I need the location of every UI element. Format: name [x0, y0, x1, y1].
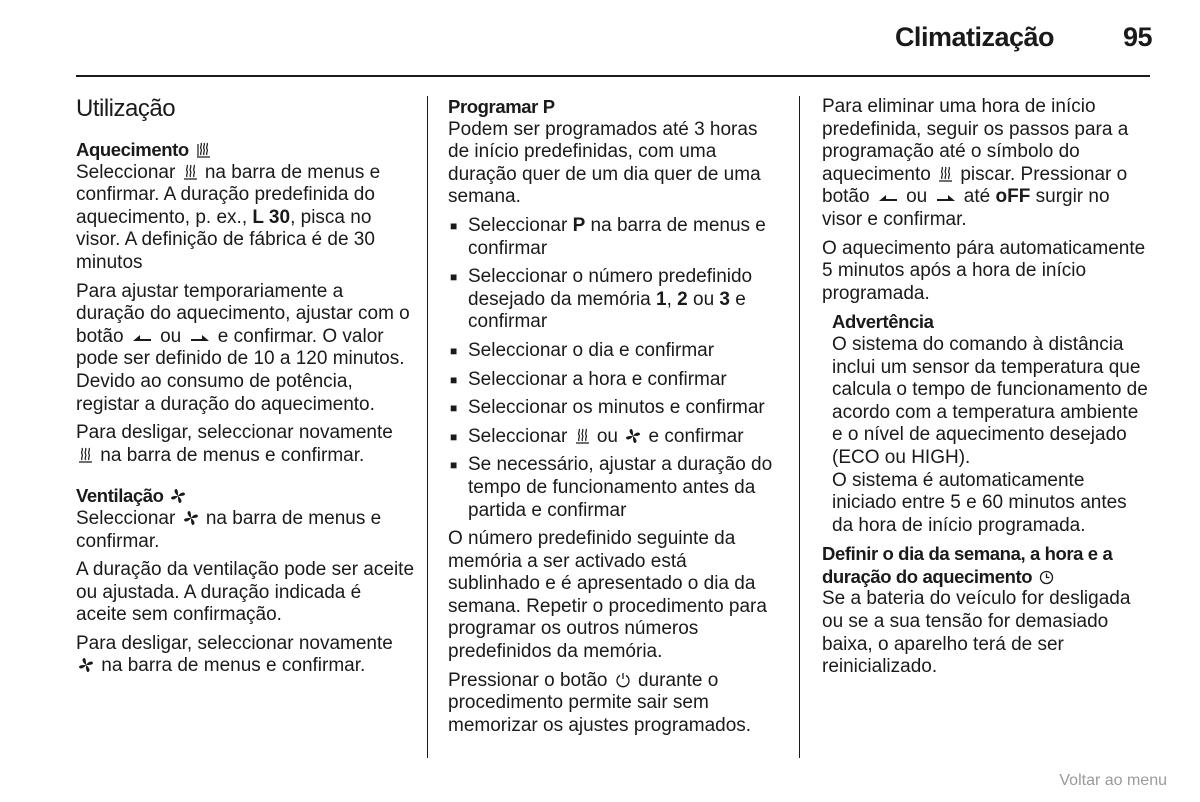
- arrow-right-icon: [935, 192, 957, 204]
- heating-paragraph-1: Seleccionar na barra de menus e confirmar. A duração predefinida do aquecimento, p. ex., L 30, pisca no visor. A definição de fábrica é de 30 minutos: [76, 161, 381, 273]
- warning-box: [822, 311, 1152, 537]
- arrow-right-icon: [189, 332, 211, 344]
- heating-icon: [938, 166, 953, 182]
- power-icon: [615, 672, 631, 688]
- heating-icon: [196, 142, 211, 158]
- arrow-left-icon: [877, 192, 899, 204]
- program-intro: Podem ser programados até 3 horas de início predefinidas, com uma duração quer de um dia quer de uma semana.: [448, 118, 761, 208]
- list-item: ■ Seleccionar P na barra de menus e confirmar: [448, 215, 783, 260]
- heating-paragraph-2: Para ajustar temporariamente a duração do aquecimento, ajustar com o botão ou e confirmar. O valor pode ser definido de 10 a 120 minutos. Devido ao consumo de potência, registar a duração do aquecimento.: [76, 280, 410, 415]
- heating-heading: Aquecimento: [76, 139, 416, 162]
- set-day-heading: Definir o dia da semana, a hora e a duração do aquecimento: [822, 543, 1113, 587]
- heating-icon: [575, 428, 590, 444]
- auto-stop-paragraph: O aquecimento pára automaticamente 5 minutos após a hora de início programada.: [822, 237, 1146, 304]
- back-to-menu-link[interactable]: Voltar ao menu: [1059, 772, 1167, 789]
- heating-paragraph-3: Para desligar, seleccionar novamente na barra de menus e confirmar.: [76, 422, 393, 466]
- section-title: Utilização: [76, 95, 176, 122]
- fan-icon: [625, 428, 641, 444]
- page-title: Climatização: [894, 22, 1054, 52]
- warning-text-2: O sistema é automaticamente iniciado entre 5 e 60 minutos antes da hora de início programada.: [832, 469, 1127, 536]
- list-item: ■ Seleccionar ou e confirmar: [448, 426, 783, 449]
- ventilation-paragraph-1: Seleccionar na barra de menus e confirmar.: [76, 507, 382, 552]
- list-item: ■ Seleccionar o dia e confirmar: [448, 340, 783, 363]
- list-item: ■ Seleccionar a hora e confirmar: [448, 369, 783, 392]
- program-exit-paragraph: Pressionar o botão durante o procedimento permite sair sem memorizar os ajustes programados.: [448, 669, 752, 736]
- program-after-paragraph: O número predefinido seguinte da memória a ser activado está sublinhado e é apresentado o dia da semana. Repetir o procedimento para programar os outros números predefinidos da memória.: [448, 528, 767, 663]
- page-number: 95: [1122, 22, 1152, 52]
- ventilation-paragraph-3: Para desligar, seleccionar novamente na barra de menus e confirmar.: [76, 632, 393, 677]
- program-heading: Programar P: [448, 96, 555, 117]
- list-item: ■ Seleccionar o número predefinido desejado da memória 1, 2 ou 3 e confirmar: [448, 266, 783, 334]
- set-day-text: Se a bateria do veículo for desligada ou se a sua tensão for demasiado baixa, o aparelho terá de ser reinicializado.: [822, 588, 1131, 678]
- column-divider: [427, 96, 428, 758]
- heating-icon: [78, 447, 93, 463]
- warning-text-1: O sistema do comando à distância inclui um sensor da temperatura que calcula o tempo de funcionamento de acordo com a temperatura ambiente e o nível de aquecimento desejado (ECO ou HIGH).: [832, 333, 1148, 468]
- fan-icon: [78, 657, 94, 673]
- ventilation-heading: Ventilação: [76, 485, 416, 508]
- ventilation-paragraph-2: A duração da ventilação pode ser aceite ou ajustada. A duração indicada é aceite sem confirmação.: [76, 559, 415, 626]
- heating-icon: [183, 164, 198, 180]
- arrow-left-icon: [131, 332, 153, 344]
- column-1: [76, 95, 416, 684]
- clock-icon: [1039, 570, 1054, 585]
- column-divider: [799, 96, 800, 758]
- header-divider: [76, 75, 1150, 77]
- fan-icon: [183, 510, 199, 526]
- program-steps-list: [448, 215, 783, 522]
- column-3: [822, 96, 1152, 685]
- column-2: [448, 96, 783, 743]
- fan-icon: [170, 488, 186, 504]
- list-item: ■ Seleccionar os minutos e confirmar: [448, 397, 783, 420]
- warning-heading: Advertência: [832, 311, 934, 333]
- list-item: ■ Se necessário, ajustar a duração do tempo de funcionamento antes da partida e confirmar: [448, 454, 783, 522]
- delete-preset-paragraph: Para eliminar uma hora de início predefinida, seguir os passos para a programação até o símbolo do aquecimento piscar. Pressionar o botão ou até oFF surgir no visor e confirmar.: [822, 96, 1129, 230]
